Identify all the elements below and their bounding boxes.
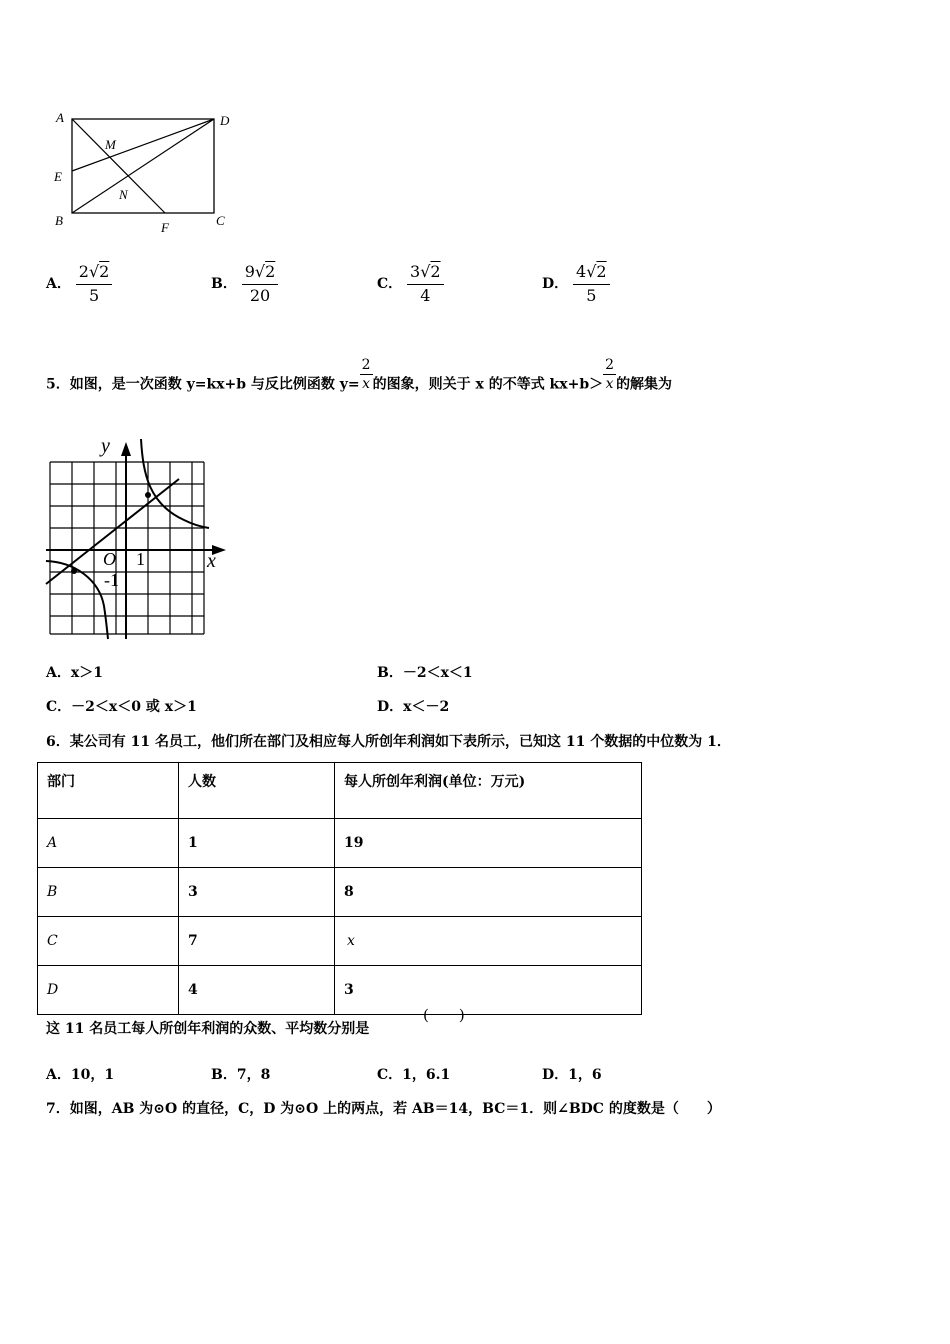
origin-label: O bbox=[103, 549, 116, 569]
label-m: M bbox=[105, 137, 116, 152]
intersection-point-2 bbox=[71, 568, 77, 574]
q5-option-a[interactable]: A．x＞1 bbox=[46, 665, 103, 681]
option-letter: A． bbox=[46, 276, 71, 292]
line-ed bbox=[72, 119, 214, 171]
cell-profit: x bbox=[335, 917, 642, 966]
y-axis-arrow bbox=[121, 442, 131, 456]
q6-option-d[interactable]: D．1，6 bbox=[542, 1067, 602, 1083]
cell-count: 7 bbox=[179, 917, 335, 966]
fraction: $\frac{9√2}{20}$ bbox=[242, 262, 279, 306]
question-5-stem: 5．如图，是一次函数 y=kx+b 与反比例函数 y= $\frac{2}{x}$ 的图象，则关于 x 的不等式 kx+b＞ $\frac{2}{x}$ 的解集为 bbox=[46, 357, 673, 393]
header-dept: 部门 bbox=[38, 763, 179, 819]
fraction: $\frac{2√2}{5}$ bbox=[76, 262, 113, 306]
header-profit: 每人所创年利润(单位：万元) bbox=[335, 763, 642, 819]
profit-table bbox=[37, 762, 642, 1015]
cell-dept: C bbox=[38, 917, 179, 966]
x-label: x bbox=[207, 550, 216, 572]
one-label: 1 bbox=[136, 549, 145, 569]
question-6-stem: 6．某公司有 11 名员工，他们所在部门及相应每人所创年利润如下表所示，已知这 11 个数据的中位数为 1． bbox=[46, 734, 731, 750]
q5-option-d[interactable]: D．x＜－2 bbox=[377, 699, 450, 715]
cell-dept: B bbox=[38, 868, 179, 917]
cell-dept: D bbox=[38, 966, 179, 1015]
q4-option-a[interactable] bbox=[46, 262, 112, 306]
fraction: $\frac{4√2}{5}$ bbox=[573, 262, 610, 306]
cell-profit: 8 bbox=[335, 868, 642, 917]
q4-option-c[interactable] bbox=[377, 262, 444, 306]
question-7-stem: 7．如图，AB 为⊙O 的直径，C，D 为⊙O 上的两点，若 AB＝14，BC＝1．则∠BDC 的度数是（ ） bbox=[46, 1101, 721, 1117]
cell-dept: A bbox=[38, 819, 179, 868]
label-n: N bbox=[119, 187, 128, 202]
q6-option-a[interactable]: A．10，1 bbox=[46, 1067, 115, 1083]
table-row bbox=[38, 917, 642, 966]
y-label: y bbox=[101, 435, 110, 457]
option-letter: D． bbox=[542, 276, 569, 292]
answer-paren: ( ) bbox=[423, 1006, 465, 1024]
table-row bbox=[38, 868, 642, 917]
label-d: D bbox=[220, 113, 230, 128]
q4-option-b[interactable] bbox=[211, 262, 278, 306]
q5-option-b[interactable]: B．－2＜x＜1 bbox=[377, 665, 473, 681]
cell-count: 4 bbox=[179, 966, 335, 1015]
label-a: A bbox=[56, 110, 64, 125]
table-row bbox=[38, 966, 642, 1015]
option-letter: C． bbox=[377, 276, 403, 292]
hyperbola-branch-2 bbox=[46, 561, 108, 639]
q6-option-c[interactable]: C．1，6.1 bbox=[377, 1067, 451, 1083]
neg-one-label: -1 bbox=[104, 570, 119, 590]
table-header-row bbox=[38, 763, 642, 819]
question-6-prompt: 这 11 名员工每人所创年利润的众数、平均数分别是 bbox=[46, 1021, 370, 1037]
line-bd bbox=[72, 119, 214, 213]
fraction-2-over-x: $\frac{2}{x}$ bbox=[605, 357, 615, 392]
q4-option-d[interactable] bbox=[542, 262, 610, 306]
cell-profit: 19 bbox=[335, 819, 642, 868]
function-graph bbox=[44, 434, 229, 640]
label-c: C bbox=[216, 213, 225, 228]
intersection-point-1 bbox=[145, 492, 151, 498]
cell-count: 3 bbox=[179, 868, 335, 917]
q5-option-c[interactable]: C．－2＜x＜0 或 x＞1 bbox=[46, 699, 197, 715]
rectangle-figure bbox=[45, 105, 245, 240]
fraction-2-over-x: $\frac{2}{x}$ bbox=[361, 357, 371, 392]
cell-count: 1 bbox=[179, 819, 335, 868]
header-count: 人数 bbox=[179, 763, 335, 819]
label-b: B bbox=[55, 213, 63, 228]
label-f: F bbox=[161, 220, 169, 235]
q6-option-b[interactable]: B．7，8 bbox=[211, 1067, 271, 1083]
table-row bbox=[38, 819, 642, 868]
fraction: $\frac{3√2}{4}$ bbox=[407, 262, 444, 306]
option-letter: B． bbox=[211, 276, 237, 292]
label-e: E bbox=[54, 169, 62, 184]
cell-profit: 3 bbox=[335, 966, 642, 1015]
